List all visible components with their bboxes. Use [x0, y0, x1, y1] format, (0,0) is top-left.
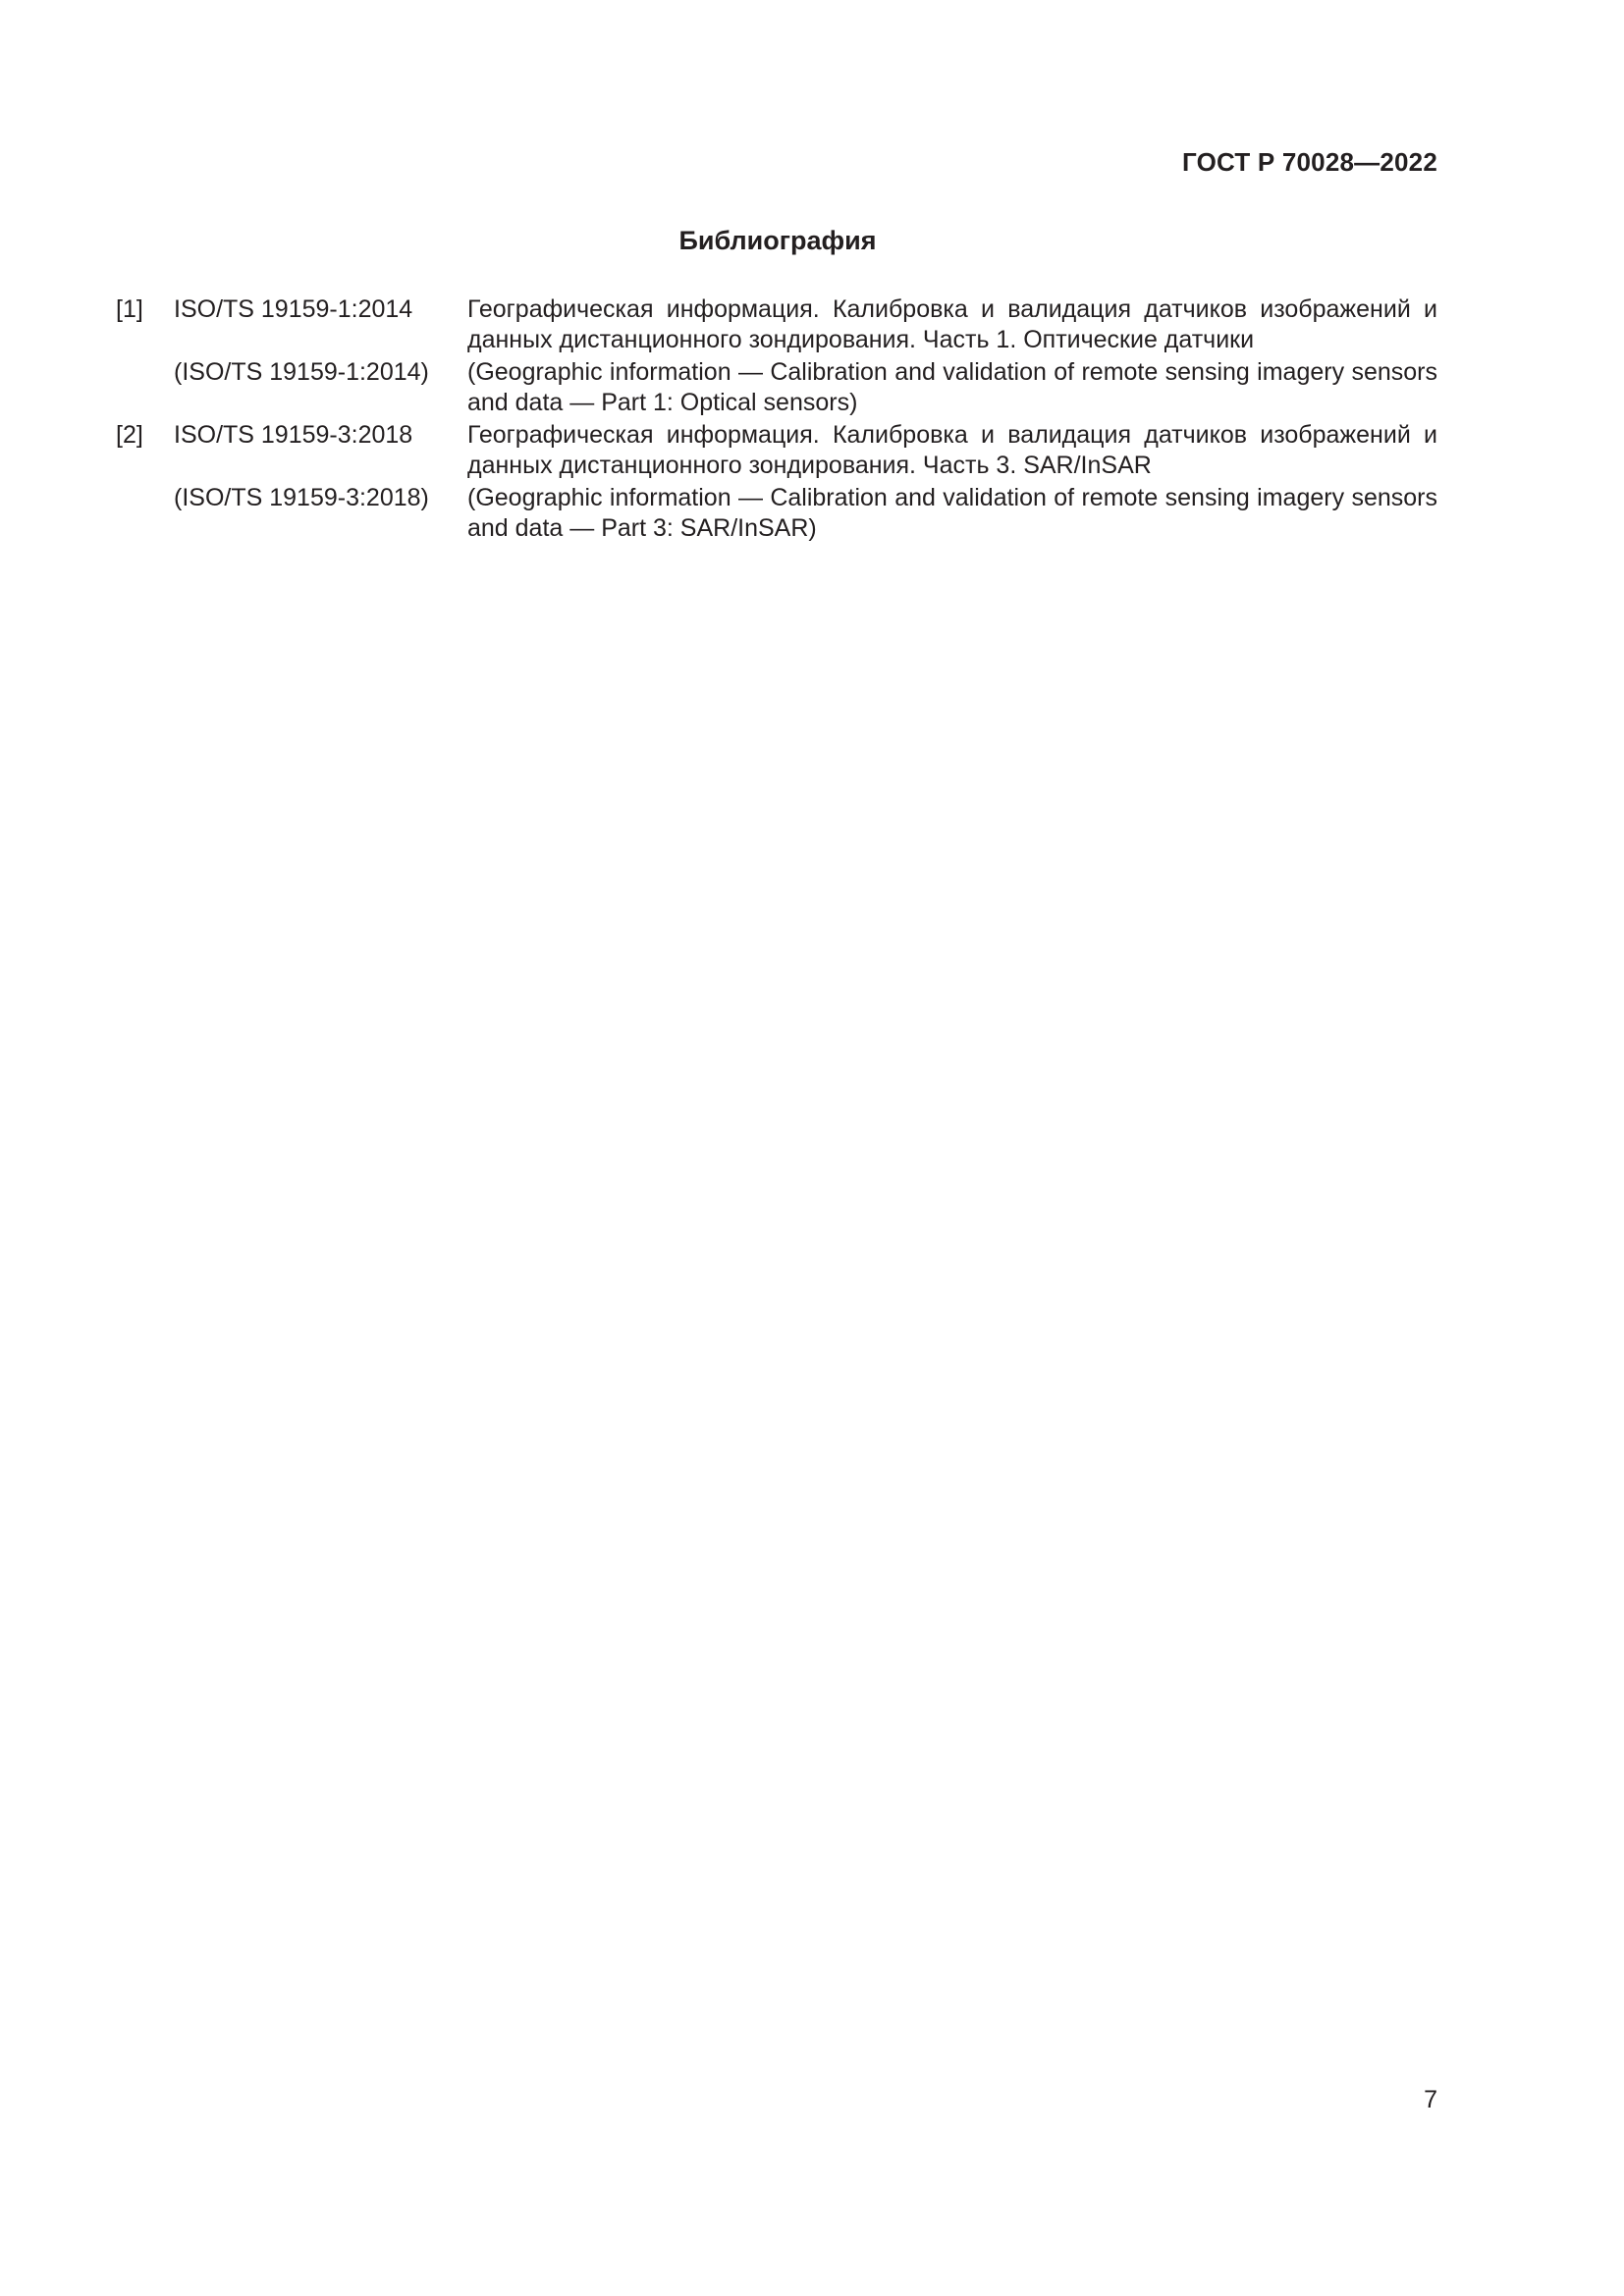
entry-original-reference: (ISO/TS 19159-1:2014) [174, 358, 429, 386]
entry-number: [1] [116, 295, 143, 323]
bibliography-entry [116, 420, 1437, 481]
entry-reference: ISO/TS 19159-3:2018 [174, 421, 413, 449]
bibliography-entry-original [116, 357, 1437, 418]
entry-original-title: (Geographic information — Calibration and validation of remote sensing imagery sensors and data — Part 1: Optical sensors) [467, 358, 1437, 416]
bibliography-list [116, 294, 1437, 546]
entry-reference: ISO/TS 19159-1:2014 [174, 295, 413, 323]
bibliography-entry-original [116, 483, 1437, 544]
entry-title: Географическая информация. Калибровка и валидация датчиков изображений и данных дистанционного зондирования. Часть 3. SAR/InSAR [467, 421, 1437, 479]
entry-original-title: (Geographic information — Calibration and validation of remote sensing imagery sensors and data — Part 3: SAR/InSAR) [467, 484, 1437, 542]
page-number: 7 [1424, 2086, 1437, 2113]
bibliography-entry [116, 294, 1437, 355]
entry-original-reference: (ISO/TS 19159-3:2018) [174, 484, 429, 511]
document-code: ГОСТ Р 70028—2022 [1182, 147, 1437, 177]
entry-number: [2] [116, 421, 143, 449]
entry-title: Географическая информация. Калибровка и валидация датчиков изображений и данных дистанционного зондирования. Часть 1. Оптические датчики [467, 295, 1437, 353]
bibliography-title: Библиография [678, 226, 877, 255]
